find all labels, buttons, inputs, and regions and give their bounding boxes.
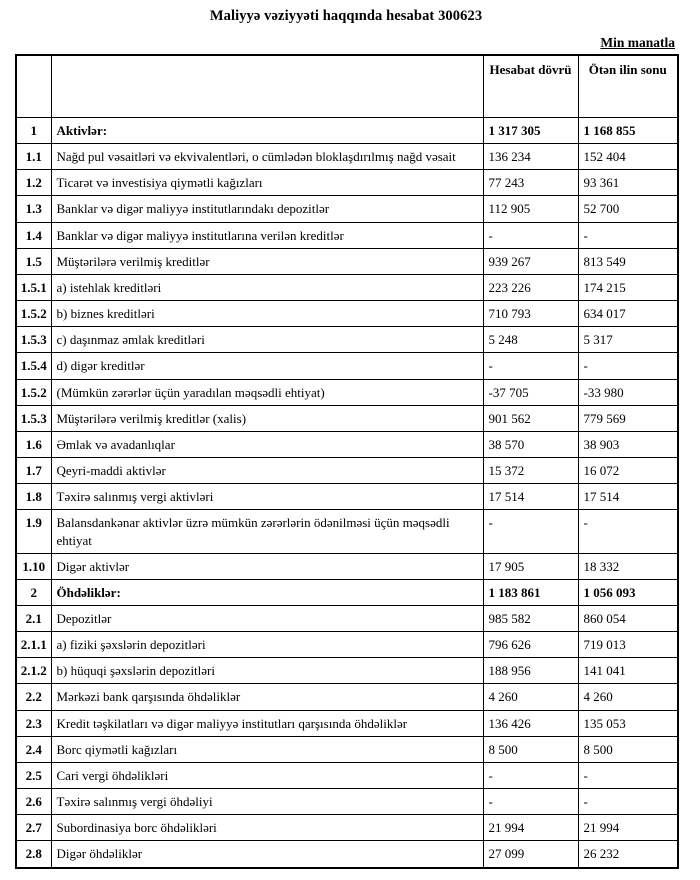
- row-label: a) fiziki şəxslərin depozitləri: [51, 632, 483, 658]
- table-row: [16, 762, 678, 788]
- table-row: [16, 379, 678, 405]
- row-current-value: 8 500: [483, 736, 578, 762]
- row-current-value: 1 317 305: [483, 118, 578, 144]
- row-previous-value: 860 054: [578, 605, 678, 631]
- row-previous-value: 174 215: [578, 274, 678, 300]
- row-label: Depozitlər: [51, 605, 483, 631]
- financial-report-page: [15, 0, 677, 869]
- unit-note: Min manatla: [600, 35, 675, 50]
- row-previous-value: 8 500: [578, 736, 678, 762]
- row-previous-value: 52 700: [578, 196, 678, 222]
- row-number: 2.7: [16, 815, 51, 841]
- table-row: [16, 736, 678, 762]
- row-previous-value: 779 569: [578, 405, 678, 431]
- row-current-value: 985 582: [483, 605, 578, 631]
- row-number: 1.5: [16, 248, 51, 274]
- row-current-value: 939 267: [483, 248, 578, 274]
- row-label: Təxirə salınmış vergi öhdəliyi: [51, 789, 483, 815]
- table-row: [16, 458, 678, 484]
- header-previous-period: Ötən ilin sonu: [578, 55, 678, 118]
- row-previous-value: 152 404: [578, 144, 678, 170]
- row-number: 1.5.4: [16, 353, 51, 379]
- row-current-value: 796 626: [483, 632, 578, 658]
- row-number: 1.5.1: [16, 274, 51, 300]
- row-previous-value: 17 514: [578, 484, 678, 510]
- row-number: 2: [16, 579, 51, 605]
- row-current-value: 188 956: [483, 658, 578, 684]
- row-number: 2.6: [16, 789, 51, 815]
- table-row: [16, 144, 678, 170]
- header-label-cell: [51, 55, 483, 118]
- row-previous-value: -: [578, 789, 678, 815]
- table-row: [16, 579, 678, 605]
- row-previous-value: -33 980: [578, 379, 678, 405]
- row-previous-value: 21 994: [578, 815, 678, 841]
- table-row: [16, 274, 678, 300]
- financial-position-table: [15, 54, 679, 869]
- row-number: 2.3: [16, 710, 51, 736]
- row-current-value: -: [483, 510, 578, 553]
- row-number: 2.1: [16, 605, 51, 631]
- row-label: Təxirə salınmış vergi aktivləri: [51, 484, 483, 510]
- table-row: [16, 815, 678, 841]
- row-label: Banklar və digər maliyyə institutlarındakı depozitlər: [51, 196, 483, 222]
- table-row: [16, 658, 678, 684]
- row-current-value: -: [483, 762, 578, 788]
- row-current-value: 77 243: [483, 170, 578, 196]
- row-number: 2.1.2: [16, 658, 51, 684]
- row-previous-value: 4 260: [578, 684, 678, 710]
- row-label: Əmlak və avadanlıqlar: [51, 431, 483, 457]
- row-number: 2.4: [16, 736, 51, 762]
- table-body: [16, 118, 678, 868]
- header-current-period: Hesabat dövrü: [483, 55, 578, 118]
- row-previous-value: 5 317: [578, 327, 678, 353]
- row-label: Öhdəliklər:: [51, 579, 483, 605]
- row-current-value: 15 372: [483, 458, 578, 484]
- row-label: c) daşınmaz əmlak kreditləri: [51, 327, 483, 353]
- row-label: d) digər kreditlər: [51, 353, 483, 379]
- row-current-value: 17 905: [483, 553, 578, 579]
- row-previous-value: 813 549: [578, 248, 678, 274]
- row-current-value: 4 260: [483, 684, 578, 710]
- row-previous-value: 719 013: [578, 632, 678, 658]
- row-number: 1.1: [16, 144, 51, 170]
- table-row: [16, 248, 678, 274]
- table-row: [16, 684, 678, 710]
- row-number: 1.6: [16, 431, 51, 457]
- row-previous-value: 141 041: [578, 658, 678, 684]
- row-previous-value: 1 056 093: [578, 579, 678, 605]
- table-row: [16, 196, 678, 222]
- row-current-value: 17 514: [483, 484, 578, 510]
- table-row: [16, 170, 678, 196]
- row-label: a) istehlak kreditləri: [51, 274, 483, 300]
- row-current-value: -: [483, 353, 578, 379]
- row-number: 1.5.2: [16, 379, 51, 405]
- report-title: Maliyyə vəziyyəti haqqında hesabat 300623: [209, 8, 483, 24]
- table-row: [16, 789, 678, 815]
- row-previous-value: 93 361: [578, 170, 678, 196]
- row-number: 1.2: [16, 170, 51, 196]
- row-label: Balansdankənar aktivlər üzrə mümkün zərərlərin ödənilməsi üçün məqsədli ehtiyat: [51, 510, 483, 553]
- row-number: 1.9: [16, 510, 51, 553]
- row-current-value: 710 793: [483, 301, 578, 327]
- row-previous-value: -: [578, 762, 678, 788]
- row-previous-value: 38 903: [578, 431, 678, 457]
- row-current-value: 5 248: [483, 327, 578, 353]
- row-current-value: -: [483, 222, 578, 248]
- row-previous-value: -: [578, 222, 678, 248]
- row-number: 1.5.3: [16, 405, 51, 431]
- row-current-value: 38 570: [483, 431, 578, 457]
- row-label: Müştərilərə verilmiş kreditlər: [51, 248, 483, 274]
- row-label: (Mümkün zərərlər üçün yaradılan məqsədli ehtiyat): [51, 379, 483, 405]
- row-current-value: -37 705: [483, 379, 578, 405]
- row-current-value: 136 426: [483, 710, 578, 736]
- table-row: [16, 510, 678, 553]
- row-label: b) hüquqi şəxslərin depozitləri: [51, 658, 483, 684]
- row-number: 2.1.1: [16, 632, 51, 658]
- row-number: 1.7: [16, 458, 51, 484]
- table-row: [16, 553, 678, 579]
- row-current-value: 27 099: [483, 841, 578, 868]
- row-label: Nağd pul vəsaitləri və ekvivalentləri, o cümlədən bloklaşdırılmış nağd vəsait: [51, 144, 483, 170]
- row-previous-value: -: [578, 510, 678, 553]
- row-previous-value: 26 232: [578, 841, 678, 868]
- table-row: [16, 405, 678, 431]
- table-row: [16, 431, 678, 457]
- row-current-value: 136 234: [483, 144, 578, 170]
- row-label: Digər öhdəliklər: [51, 841, 483, 868]
- row-current-value: 112 905: [483, 196, 578, 222]
- row-current-value: 223 226: [483, 274, 578, 300]
- row-label: Subordinasiya borc öhdəlikləri: [51, 815, 483, 841]
- row-label: Cari vergi öhdəlikləri: [51, 762, 483, 788]
- row-number: 2.5: [16, 762, 51, 788]
- table-row: [16, 841, 678, 868]
- row-number: 1.8: [16, 484, 51, 510]
- row-previous-value: 16 072: [578, 458, 678, 484]
- table-header-row: [16, 55, 678, 118]
- table-row: [16, 118, 678, 144]
- row-number: 1.3: [16, 196, 51, 222]
- row-previous-value: 634 017: [578, 301, 678, 327]
- table-row: [16, 484, 678, 510]
- row-label: Aktivlər:: [51, 118, 483, 144]
- row-label: Digər aktivlər: [51, 553, 483, 579]
- row-number: 1.5.2: [16, 301, 51, 327]
- table-row: [16, 605, 678, 631]
- row-current-value: 901 562: [483, 405, 578, 431]
- table-row: [16, 710, 678, 736]
- table-row: [16, 301, 678, 327]
- row-current-value: -: [483, 789, 578, 815]
- row-number: 1.4: [16, 222, 51, 248]
- row-label: Müştərilərə verilmiş kreditlər (xalis): [51, 405, 483, 431]
- row-number: 1.10: [16, 553, 51, 579]
- table-row: [16, 327, 678, 353]
- table-row: [16, 632, 678, 658]
- row-number: 1.5.3: [16, 327, 51, 353]
- row-previous-value: 18 332: [578, 553, 678, 579]
- header-num-cell: [16, 55, 51, 118]
- row-label: b) biznes kreditləri: [51, 301, 483, 327]
- row-number: 2.2: [16, 684, 51, 710]
- row-label: Borc qiymətli kağızları: [51, 736, 483, 762]
- row-previous-value: -: [578, 353, 678, 379]
- table-row: [16, 353, 678, 379]
- row-previous-value: 1 168 855: [578, 118, 678, 144]
- row-label: Ticarət və investisiya qiymətli kağızları: [51, 170, 483, 196]
- row-number: 2.8: [16, 841, 51, 868]
- row-current-value: 21 994: [483, 815, 578, 841]
- table-row: [16, 222, 678, 248]
- row-label: Kredit təşkilatları və digər maliyyə institutları qarşısında öhdəliklər: [51, 710, 483, 736]
- row-previous-value: 135 053: [578, 710, 678, 736]
- row-label: Qeyri-maddi aktivlər: [51, 458, 483, 484]
- row-current-value: 1 183 861: [483, 579, 578, 605]
- row-label: Mərkəzi bank qarşısında öhdəliklər: [51, 684, 483, 710]
- row-number: 1: [16, 118, 51, 144]
- row-label: Banklar və digər maliyyə institutlarına verilən kreditlər: [51, 222, 483, 248]
